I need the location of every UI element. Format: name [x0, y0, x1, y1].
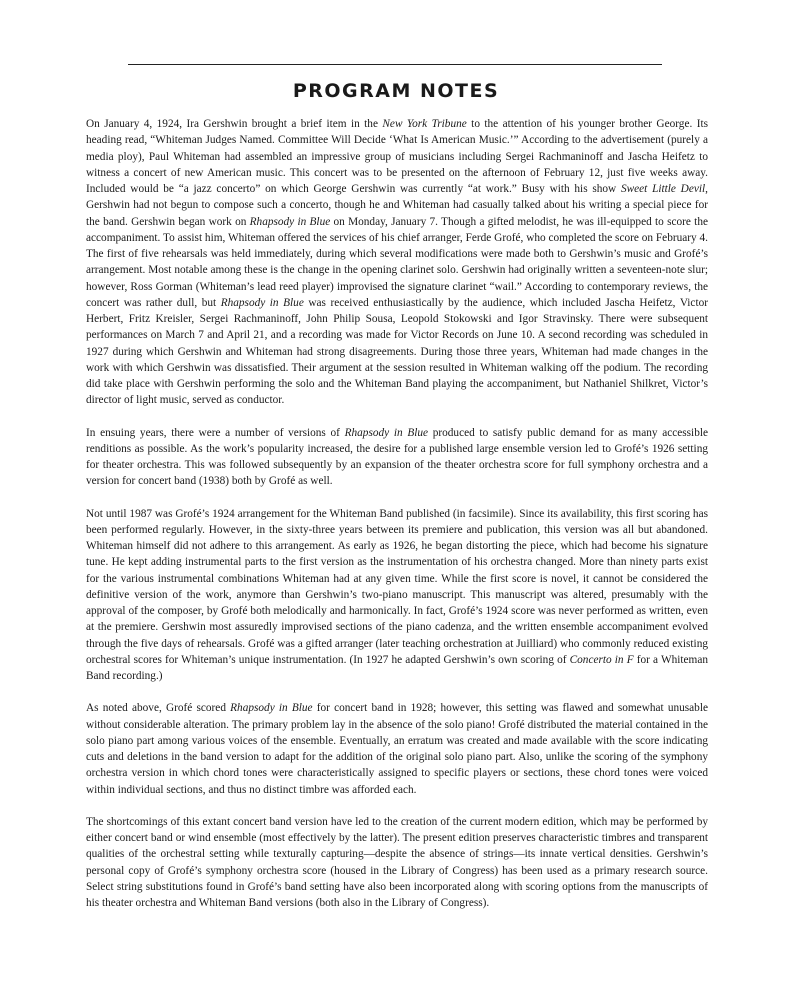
text-run: In ensuing years, there were a number of versions of	[86, 426, 345, 439]
text-run: produced to satisfy public demand for as many accessible renditions as possible. As the work’s popularity increased, the desire for a published large ensemble version led to Grofé’s 1926 setting for theater orchestra. This was followed subsequently by an expansion of the theater orchestra score for full symphony orchestra and a version for concert band (1938) both by Grofé as well.	[86, 426, 708, 488]
italic-title: New York Tribune	[382, 118, 467, 130]
text-run: to the attention of his younger brother George. Its heading read, “Whiteman Judges Named. Committee Will Decide ‘What Is American Music.’” According to the advertisement (purely a media ploy), Paul Whiteman had assembled an impressive group of musicians including Sergei Rachmaninoff and Jascha Heifetz to witness a concert of new American music. This concert was to be presented on the afternoon of February 12, just five weeks away. Included would be “a jazz concerto” on which George Gershwin was currently “at work.” Busy with his show	[86, 118, 708, 195]
text-run: was received enthusiastically by the audience, which included Jascha Heifetz, Victor Herbert, Fritz Kreisler, Sergei Rachmaninoff, John Philip Sousa, Leopold Stokowski and Igor Stravinsky. There were subsequent performances on March 7 and April 21, and a recording was made for Victor Records on June 10. A second recording was scheduled in 1927 during which Gershwin and Whiteman had strong disagreements. During those three years, Whiteman had made changes in the work with which Gershwin was dissatisfied. Their argument at the session resulted in Whiteman walking off the podium. The recording did take place with Gershwin performing the solo and the Whiteman Band playing the accompaniment, but Nathaniel Shilkret, Victor’s director of light music, served as conductor.	[86, 296, 708, 407]
text-run: As noted above, Grofé scored	[86, 702, 231, 715]
italic-title: Rhapsody in Blue	[249, 215, 331, 228]
italic-title: Sweet Little Devil	[620, 183, 706, 195]
page-title: PROGRAM NOTES	[292, 80, 500, 102]
paragraph-2	[86, 425, 708, 490]
program-notes-body	[86, 116, 708, 911]
paragraph-5	[86, 814, 708, 912]
text-run: , Gershwin had not begun to compose such a concerto, though he and Whiteman had casually talked about his writing a special piece for the band. Gershwin began work on	[86, 183, 708, 228]
header-rule	[128, 64, 662, 65]
text-run: on Monday, January 7. Though a gifted melodist, he was ill-equipped to score the accompaniment. To assist him, Whiteman offered the services of his chief arranger, Ferde Grofé, who completed the score on February 4. The first of five rehearsals was held immediately, during which several modifications were made both to Gershwin’s music and Grofé’s arrangement. Most notable among these is the change in the opening clarinet solo. Gershwin had originally written a seventeen-note slur; however, Ross Gorman (Whiteman’s lead reed player) improvised the signature clarinet “wail.” According to contemporary reviews, the concert was rather dull, but	[86, 215, 708, 309]
paragraph-3	[86, 506, 708, 685]
text-run: for concert band in 1928; however, this setting was flawed and somewhat unusable without considerable alteration. The primary problem lay in the absence of the solo piano! Grofé distributed the material contained in the solo piano part among various voices of the ensemble. Eventually, an erratum was created and made available with the score indicating cuts and deletions in the band version to adapt for the addition of the original solo piano part. Also, unlike the scoring of the symphony orchestra version in which chord tones were characteristically assigned to specific players or sections, these chord tones were voiced within individual sections, and thus no distinct timbre was afforded each.	[86, 702, 708, 796]
italic-title: Rhapsody in Blue	[230, 702, 313, 715]
text-run: for a Whiteman Band recording.)	[86, 653, 709, 682]
text-run: On January 4, 1924, Ira Gershwin brought a brief item in the	[86, 118, 383, 130]
text-run: Not until 1987 was Grofé’s 1924 arrangement for the Whiteman Band published (in facsimile). Since its availability, this first scoring has been performed regularly. However, in the sixty-three years between its premiere and publication, this version was all but abandoned. Whiteman himself did not adhere to this arrangement. As early as 1926, he began distorting the piece, which had become his signature tune. He kept adding instrumental parts to the first version as the instrumentation of his orchestra changed. More than ninety parts exist for the various instrumental combinations Whiteman had at any given time. While the first score is novel, it cannot be considered the definitive version of the work, anymore than Gershwin’s two-piano manuscript. This manuscript was altered, presumably with the approval of the composer, by Grofé both melodically and harmonically. In fact, Grofé’s 1924 score was never performed as written, even at the premiere. Gershwin most assuredly improvised sections of the piano cadenza, and the written ensemble accompaniment evolved through the five days of rehearsals. Grofé was a gifted arranger (later teaching orchestration at Juilliard) who commonly reduced existing orchestral scores for Whiteman’s unique instrumentation. (In 1927 he adapted Gershwin’s own scoring of	[86, 507, 708, 666]
italic-title: Rhapsody in Blue	[220, 296, 304, 309]
text-run: The shortcomings of this extant concert band version have led to the creation of the current modern edition, which may be performed by either concert band or wind ensemble (most effectively by the latter). The present edition preserves characteristic timbres and transparent qualities of the orchestral setting while texturally capturing—despite the absence of strings—its innate vertical densities. Gershwin’s personal copy of Grofé’s symphony orchestra score (housed in the Library of Congress) has been used as a primary research source. Select string substitutions found in Grofé’s band setting have also been incorporated along with scoring options from the manuscripts of his theater orchestra and Whiteman Band versions (both also in the Library of Congress).	[86, 815, 708, 909]
italic-title: Concerto in F	[569, 653, 634, 666]
italic-title: Rhapsody in Blue	[344, 426, 429, 439]
paragraph-1	[86, 116, 708, 409]
paragraph-4	[86, 700, 708, 798]
